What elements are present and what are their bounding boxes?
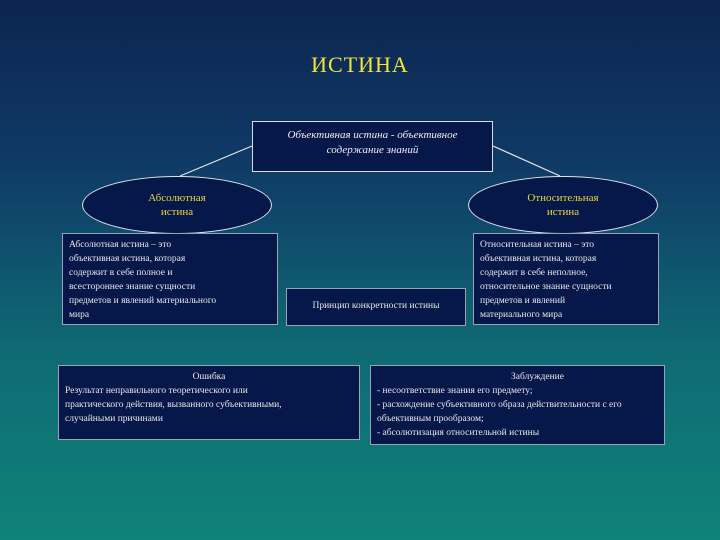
delusion-box (370, 365, 665, 445)
concreteness-principle-box: Принцип конкретности истины (286, 288, 466, 326)
relative-truth-definition: Относительная истина – это объективная истина, которая содержит в себе неполное, относительное знание сущности предметов и явлений материального мира (473, 233, 659, 325)
objective-truth-box: Объективная истина - объективное содержание знаний (252, 121, 493, 172)
error-heading: Ошибка (192, 372, 226, 382)
page-title: ИСТИНА (311, 52, 409, 77)
delusion-heading: Заблуждение (511, 372, 564, 382)
error-text: Результат неправильного теоретического или практического действия, вызванного субъективными, случайными причинами (65, 386, 282, 424)
absolute-truth-definition: Абсолютная истина – это объективная истина, которая содержит в себе полное и всестороннее знание сущности предметов и явлений материального мира (62, 233, 278, 325)
delusion-text: - несоответствие знания его предмету; - расхождение субъективного образа действительности с его объективным прообразом; - абсолютизация относительной истины (377, 386, 622, 438)
absolute-truth-label: Абсолютная истина (148, 192, 206, 218)
absolute-truth-ellipse (82, 176, 272, 234)
error-box (58, 365, 360, 440)
connector-right (493, 146, 560, 176)
relative-truth-ellipse (468, 176, 658, 234)
connector-left (180, 146, 252, 176)
relative-truth-label: Относительная истина (527, 192, 599, 218)
